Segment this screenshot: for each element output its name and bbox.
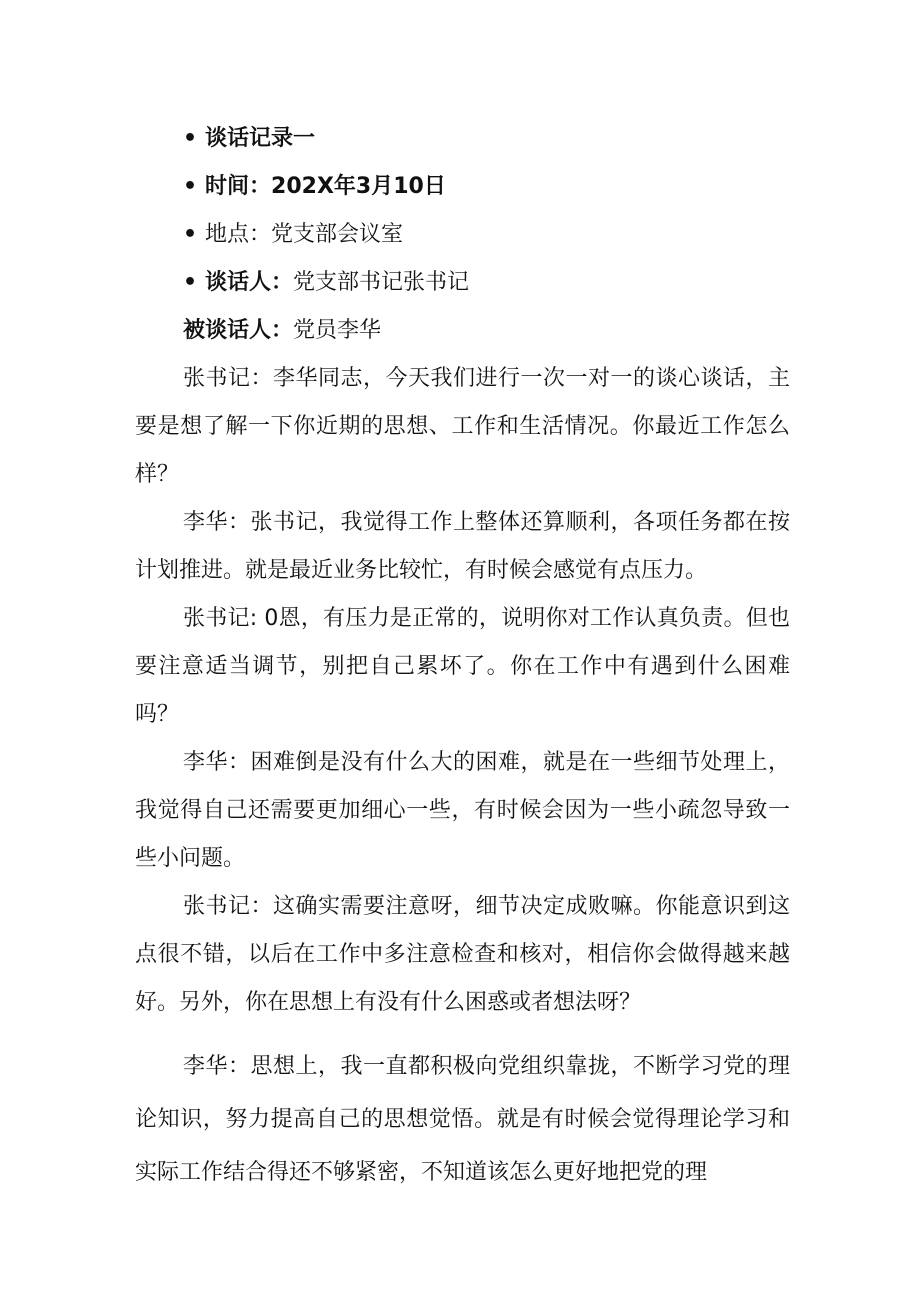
dialogue-paragraph: 张书记：李华同志，今天我们进行一次一对一的谈心谈话，主要是想了解一下你近期的思想、工作和生活情况。你最近工作怎么样？	[135, 366, 790, 487]
time-value: 202X年3月10日	[271, 174, 446, 199]
dialogue-paragraph: 李华：困难倒是没有什么大的困难，就是在一些细节处理上，我觉得自己还需要更加细心一些，有时候会因为一些小疏忽导致一些小问题。	[135, 750, 790, 871]
header-bullet-list	[183, 115, 469, 307]
location-label: 地点：	[205, 222, 272, 247]
interviewee-line	[183, 307, 381, 355]
dialogue-paragraph: 张书记：这确实需要注意呀，细节决定成败嘛。你能意识到这点很不错，以后在工作中多注意检查和核对，相信你会做得越来越好。另外，你在思想上有没有什么困惑或者想法呀？	[135, 894, 790, 1015]
interviewer-label: 谈话人：	[205, 270, 294, 295]
interviewer-item	[183, 259, 469, 307]
bullet-icon: •	[183, 270, 198, 295]
interviewee-label: 被谈话人：	[183, 318, 294, 343]
interviewee-value: 党员李华	[293, 318, 382, 343]
record-title-item	[183, 115, 469, 163]
time-item	[183, 163, 469, 211]
record-title: 谈话记录一	[205, 126, 316, 151]
location-item	[183, 211, 469, 259]
location-value: 党支部会议室	[271, 222, 404, 247]
bullet-icon: •	[183, 222, 198, 247]
time-label: 时间：	[205, 174, 272, 199]
interviewer-value: 党支部书记张书记	[293, 270, 470, 295]
dialogue-paragraph: 李华：思想上，我一直都积极向党组织靠拢，不断学习党的理论知识，努力提高自己的思想觉悟。就是有时候会觉得理论学习和实际工作结合得还不够紧密，不知道该怎么更好地把党的理	[135, 1054, 790, 1185]
bullet-icon: •	[183, 126, 198, 151]
dialogue-paragraph: 李华：张书记，我觉得工作上整体还算顺利，各项任务都在按计划推进。就是最近业务比较忙，有时候会感觉有点压力。	[135, 510, 790, 583]
dialogue-paragraph: 张书记: 0恩，有压力是正常的，说明你对工作认真负责。但也要注意适当调节，别把自己累坏了。你在工作中有遇到什么困难吗？	[135, 606, 790, 727]
bullet-icon: •	[183, 174, 198, 199]
